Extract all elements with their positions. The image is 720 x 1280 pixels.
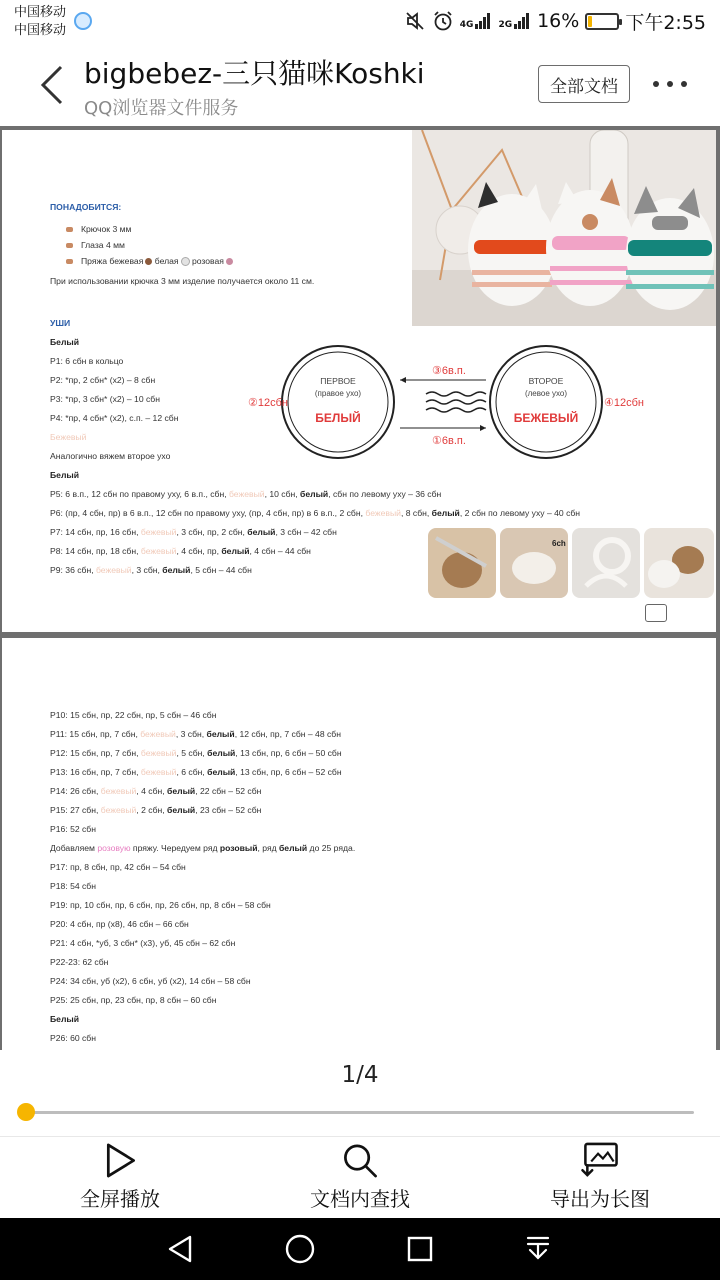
- row-26: Р26: 60 сбн: [50, 1033, 96, 1043]
- row-text: Р9: 36 сбн,: [50, 565, 96, 575]
- page-slider[interactable]: [26, 1111, 694, 1114]
- second-ear-note: Аналогично вяжем второе ухо: [50, 451, 171, 461]
- system-navigation-bar: [0, 1218, 720, 1280]
- page-title: bigbebez-三只猫咪Koshki: [84, 57, 425, 90]
- right-ear-title: ВТОРОЕ: [528, 376, 564, 386]
- step-photos: [426, 526, 716, 600]
- yarn-bullet-icon: [66, 259, 73, 264]
- row-5: [50, 489, 441, 500]
- row-20: Р20: 4 сбн, пр (х8), 46 сбн – 66 сбн: [50, 919, 189, 929]
- hotspot-icon: [74, 12, 92, 30]
- row-text: , 4 сбн, пр,: [176, 546, 222, 556]
- row-beige: бежевый: [228, 489, 265, 499]
- export-image-icon: [579, 1142, 621, 1179]
- row-white: белый: [207, 767, 236, 777]
- row-11: [50, 729, 341, 740]
- white-swatch-icon: [181, 257, 190, 266]
- label-top: ③6в.п.: [432, 365, 466, 377]
- all-documents-button[interactable]: 全部文档: [538, 65, 630, 103]
- row-4: Р4: *пр, 4 сбн* (х2), с.п. – 12 сбн: [50, 413, 179, 423]
- yarn-bullet-icon: [66, 227, 73, 232]
- net-type-1: 4G: [459, 20, 474, 30]
- label-bottom: ①6в.п.: [432, 435, 466, 447]
- row-3: Р3: *пр, 3 сбн* (х2) – 10 сбн: [50, 394, 160, 404]
- carrier-2: 中国移动: [14, 23, 67, 38]
- row-text: , 13 сбн, пр, 6 сбн – 50 сбн: [235, 748, 342, 758]
- export-long-image-label: 导出为长图: [550, 1187, 650, 1211]
- row-text: Р14: 26 сбн,: [50, 786, 101, 796]
- status-icons: [404, 8, 706, 34]
- alarm-icon: [432, 10, 454, 32]
- row-19: Р19: пр, 10 сбн, пр, 6 сбн, пр, 26 сбн, пр, 8 сбн – 58 сбн: [50, 900, 271, 910]
- color-label: Белый: [50, 1014, 80, 1024]
- row-text: , сбн по левому уху – 36 сбн: [328, 489, 442, 499]
- row-text: Р15: 27 сбн,: [50, 805, 101, 815]
- row-beige: бежевый: [140, 546, 177, 556]
- amigurumi-cats-photo: [412, 130, 716, 326]
- battery-level: [588, 16, 592, 27]
- row-text: , 13 сбн, пр, 6 сбн – 52 сбн: [235, 767, 342, 777]
- row-18: Р18: 54 сбн: [50, 881, 96, 891]
- row-7: [50, 527, 337, 538]
- row-text: , 12 сбн, пр, 7 сбн – 48 сбн: [234, 729, 341, 739]
- right-ear-color: БЕЖЕВЫЙ: [513, 411, 579, 425]
- row-text: , 10 сбн,: [264, 489, 301, 499]
- row-15: [50, 805, 261, 816]
- title-bar: [0, 44, 720, 126]
- net-type-2: 2G: [498, 20, 513, 30]
- pull-down-icon: [524, 1234, 552, 1264]
- search-icon: [341, 1142, 379, 1179]
- row-text: , 4 сбн – 44 сбн: [249, 546, 311, 556]
- row-text: , 2 сбн по левому уху – 40 сбн: [459, 508, 581, 518]
- label-left: ②12сбн: [248, 397, 288, 409]
- play-icon: [102, 1142, 138, 1179]
- page-subtitle: QQ浏览器文件服务: [84, 98, 239, 119]
- find-in-document-label: 文档内查找: [310, 1187, 410, 1211]
- row-white: белый: [206, 729, 235, 739]
- label-right: ④12сбн: [604, 397, 644, 409]
- more-dot-icon: [653, 81, 659, 87]
- material-item: [66, 256, 233, 267]
- yarn-bullet-icon: [66, 243, 73, 248]
- size-note: При использовании крючка 3 мм изделие получается около 11 см.: [50, 276, 315, 286]
- chevron-left-icon: [39, 64, 65, 106]
- row-text: , 3 сбн – 42 сбн: [275, 527, 337, 537]
- left-ear-title: ПЕРВОЕ: [320, 376, 356, 386]
- carrier-info: [14, 4, 66, 40]
- document-page-1: [2, 130, 716, 632]
- image-icon: [645, 604, 667, 622]
- signal-icon: [474, 12, 492, 30]
- more-dot-icon: [667, 81, 673, 87]
- row-24: Р24: 34 сбн, уб (х2), 6 сбн, уб (х2), 14 сбн – 58 сбн: [50, 976, 251, 986]
- row-text: , 22 сбн – 52 сбн: [195, 786, 262, 796]
- export-long-image-button[interactable]: [520, 1142, 680, 1212]
- row-text: , 3 сбн, пр, 2 сбн,: [176, 527, 248, 537]
- fullscreen-play-label: 全屏播放: [80, 1187, 160, 1211]
- row-beige: бежевый: [365, 508, 401, 518]
- row-text: , ряд: [257, 843, 279, 853]
- nav-home-button[interactable]: [280, 1230, 320, 1268]
- row-text: до 25 ряда.: [307, 843, 356, 853]
- material-item: [66, 224, 131, 235]
- row-text: пряжу. Чередуем ряд: [130, 843, 220, 853]
- row-14: [50, 786, 261, 797]
- row-white: белый: [431, 508, 460, 518]
- clock: 下午2:55: [625, 11, 706, 34]
- row-white: белый: [247, 527, 276, 537]
- page-indicator: 1/4: [341, 1062, 379, 1088]
- row-text: , 5 сбн – 44 сбн: [190, 565, 252, 575]
- triangle-back-icon: [166, 1234, 194, 1264]
- row-text: , 3 сбн,: [175, 729, 207, 739]
- row-text: , 3 сбн,: [131, 565, 163, 575]
- more-options-button[interactable]: [650, 74, 690, 94]
- row-text: Р5: 6 в.п., 12 сбн по правому уху, 6 в.п., сбн,: [50, 489, 229, 499]
- row-text: Р12: 15 сбн, пр, 7 сбн,: [50, 748, 141, 758]
- row-10: Р10: 15 сбн, пр, 22 сбн, пр, 5 сбн – 46 сбн: [50, 710, 217, 720]
- row-pink-bold: розовый: [219, 843, 258, 853]
- page-slider-thumb[interactable]: [17, 1103, 35, 1121]
- left-ear-sub: (правое ухо): [314, 389, 362, 398]
- row-2: Р2: *пр, 2 сбн* (х2) – 8 сбн: [50, 375, 156, 385]
- status-bar: [0, 0, 720, 44]
- ears-diagram: [242, 344, 662, 460]
- row-6: [50, 508, 580, 519]
- bottom-panel: [0, 1050, 720, 1218]
- row-text: , 4 сбн,: [136, 786, 168, 796]
- row-1: Р1: 6 сбн в кольцо: [50, 356, 124, 366]
- network-1: [460, 12, 493, 30]
- row-text: Р13: 16 сбн, пр, 7 сбн,: [50, 767, 141, 777]
- row-beige: бежевый: [95, 565, 132, 575]
- yarn-pink: розовая: [191, 256, 224, 266]
- material-eyes: Глаза 4 мм: [81, 240, 125, 250]
- row-white: белый: [207, 748, 236, 758]
- thumb-label: 6сh: [552, 539, 566, 548]
- row-text: , 2 сбн,: [136, 805, 168, 815]
- row-white: белый: [167, 786, 196, 796]
- row-text: , 6 сбн,: [176, 767, 208, 777]
- row-text: Р6: (пр, 4 сбн, пр) в 6 в.п., 12 сбн по правому уху, (пр, 4 сбн, пр) в 6 в.п., 2 сбн,: [50, 508, 366, 518]
- yarn-white: белая: [154, 256, 179, 266]
- color-label: Белый: [50, 470, 80, 480]
- document-page-2: [2, 638, 716, 1050]
- battery-icon: [585, 13, 619, 30]
- color-label: Бежевый: [50, 432, 87, 442]
- row-text: Добавляем: [50, 843, 98, 853]
- color-label: Белый: [50, 337, 80, 347]
- more-dot-icon: [681, 81, 687, 87]
- row-white: белый: [279, 843, 308, 853]
- row-22-23: Р22-23: 62 сбн: [50, 957, 109, 967]
- row-25: Р25: 25 сбн, пр, 23 сбн, пр, 8 сбн – 60 сбн: [50, 995, 217, 1005]
- row-beige: бежевый: [140, 527, 177, 537]
- row-beige: бежевый: [140, 748, 177, 758]
- back-button[interactable]: [30, 60, 74, 110]
- carrier-1: 中国移动: [14, 5, 67, 20]
- row-16: Р16: 52 сбн: [50, 824, 96, 834]
- battery-percent: 16%: [537, 10, 580, 32]
- find-in-document-button[interactable]: [280, 1142, 440, 1212]
- row-pink: розовую: [97, 843, 131, 853]
- beige-swatch-icon: [145, 258, 152, 265]
- nav-recents-button[interactable]: [400, 1230, 440, 1268]
- row-white: белый: [162, 565, 191, 575]
- row-beige: бежевый: [100, 805, 137, 815]
- right-ear-sub: (левое ухо): [524, 389, 568, 398]
- square-recents-icon: [406, 1235, 434, 1263]
- row-text: Р8: 14 сбн, пр, 18 сбн,: [50, 546, 141, 556]
- pink-swatch-icon: [226, 258, 233, 265]
- row-text: , 23 сбн – 52 сбн: [195, 805, 262, 815]
- signal-icon: [513, 12, 531, 30]
- row-8: [50, 546, 311, 557]
- materials-heading: ПОНАДОБИТСЯ:: [50, 202, 122, 212]
- network-2: [498, 12, 531, 30]
- row-beige: бежевый: [140, 767, 177, 777]
- row-9: [50, 565, 252, 576]
- row-white: белый: [167, 805, 196, 815]
- circle-home-icon: [284, 1233, 316, 1265]
- material-yarn: Пряжа бежевая: [81, 256, 144, 266]
- left-ear-color: БЕЛЫЙ: [315, 411, 361, 425]
- mute-icon: [404, 10, 426, 32]
- ears-heading: УШИ: [50, 318, 71, 328]
- divider: [0, 1136, 720, 1137]
- document-viewer[interactable]: [0, 126, 720, 1050]
- row-text: Р11: 15 сбн, пр, 7 сбн,: [50, 729, 141, 739]
- row-beige: бежевый: [140, 729, 176, 739]
- nav-back-button[interactable]: [160, 1230, 200, 1268]
- row-13: [50, 767, 342, 778]
- row-beige: бежевый: [100, 786, 137, 796]
- material-item: [66, 240, 125, 251]
- nav-notifications-button[interactable]: [518, 1230, 558, 1268]
- row-text: Р7: 14 сбн, пр, 16 сбн,: [50, 527, 141, 537]
- row-white: белый: [221, 546, 250, 556]
- row-text: , 5 сбн,: [176, 748, 208, 758]
- row-12: [50, 748, 342, 759]
- row-17: Р17: пр, 8 сбн, пр, 42 сбн – 54 сбн: [50, 862, 186, 872]
- add-pink-note: [50, 843, 355, 854]
- row-white: белый: [300, 489, 329, 499]
- row-text: , 8 сбн,: [400, 508, 432, 518]
- row-21: Р21: 4 сбн, *уб, 3 сбн* (х3), уб, 45 сбн – 62 сбн: [50, 938, 236, 948]
- fullscreen-play-button[interactable]: [40, 1142, 200, 1212]
- material-hook: Крючок 3 мм: [81, 224, 132, 234]
